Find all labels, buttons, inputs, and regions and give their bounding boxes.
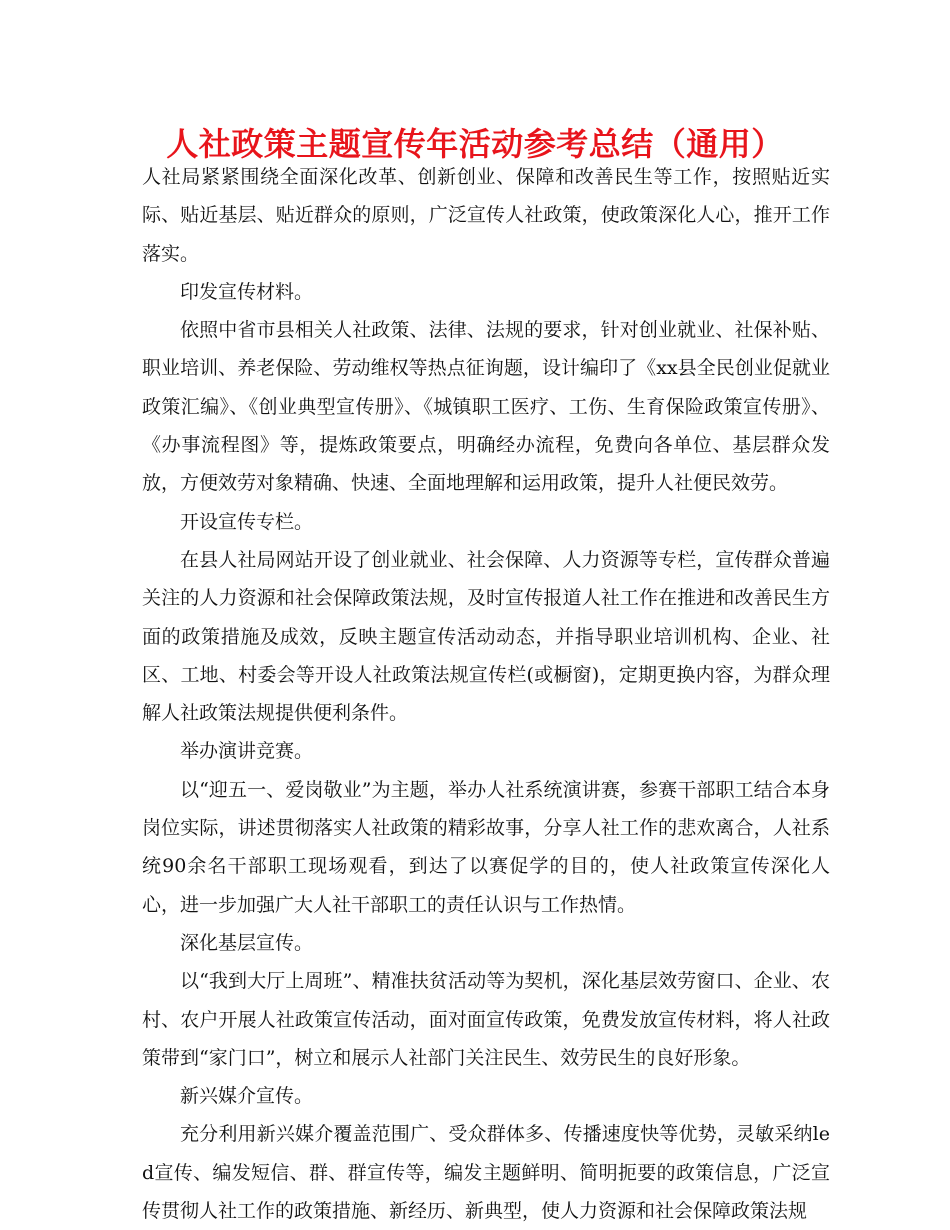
- paragraph-intro: 人社局紧紧围绕全面深化改革、创新创业、保障和改善民生等工作，按照贴近实际、贴近基层、贴近群众的原则，广泛宣传人社政策，使政策深化人心，推开工作落实。: [142, 166, 830, 265]
- document-body: [142, 158, 830, 1230]
- document-title: 人社政策主题宣传年活动参考总结（通用）: [166, 125, 784, 163]
- paragraph-column: 在县人社局网站开设了创业就业、社会保障、人力资源等专栏，宣传群众普遍关注的人力资源和社会保障政策法规，及时宣传报道人社工作在推进和改善民生方面的政策措施及成效，反映主题宣传活动动态，并指导职业培训机构、企业、社区、工地、村委会等开设人社政策法规宣传栏(或橱窗)，定期更换内容，为群众理解人社政策法规提供便利条件。: [142, 548, 830, 725]
- section-heading-speech: 举办演讲竞赛。: [180, 740, 314, 763]
- paragraph-materials: 依照中省市县相关人社政策、法律、法规的要求，针对创业就业、社保补贴、职业培训、养老保险、劳动维权等热点征询题，设计编印了《xx县全民创业促就业政策汇编》、《创业典型宣传册》、《城镇职工医疗、工伤、生育保险政策宣传册》、《办事流程图》等，提炼政策要点，明确经办流程，免费向各单位、基层群众发放，方便效劳对象精确、快速、全面地理解和运用政策，提升人社便民效劳。: [142, 319, 830, 495]
- paragraph-speech: 以“迎五一、爱岗敬业”为主题，举办人社系统演讲赛，参赛干部职工结合本身岗位实际，讲述贯彻落实人社政策的精彩故事，分享人社工作的悲欢离合，人社系统90余名干部职工现场观看，到达了以赛促学的目的，使人社政策宣传深化人心，进一步加强广大人社干部职工的责任认识与工作热情。: [142, 778, 830, 916]
- paragraph-grassroots: 以“我到大厅上周班”、精准扶贫活动等为契机，深化基层效劳窗口、企业、农村、农户开展人社政策宣传活动，面对面宣传政策，免费发放宣传材料，将人社政策带到“家门口”，树立和展示人社部门关注民生、效劳民生的良好形象。: [142, 970, 830, 1069]
- section-heading-media: 新兴媒介宣传。: [180, 1085, 314, 1108]
- section-heading-column: 开设宣传专栏。: [180, 510, 314, 533]
- section-heading-materials: 印发宣传材料。: [180, 280, 314, 303]
- paragraph-media: 充分利用新兴媒介覆盖范围广、受众群体多、传播速度快等优势，灵敏采纳led宣传、编发短信、群、群宣传等，编发主题鲜明、简明扼要的政策信息，广泛宣传贯彻人社工作的政策措施、新经历、新典型，使人力资源和社会保障政策法规: [142, 1123, 830, 1223]
- section-heading-grassroots: 深化基层宣传。: [180, 931, 314, 954]
